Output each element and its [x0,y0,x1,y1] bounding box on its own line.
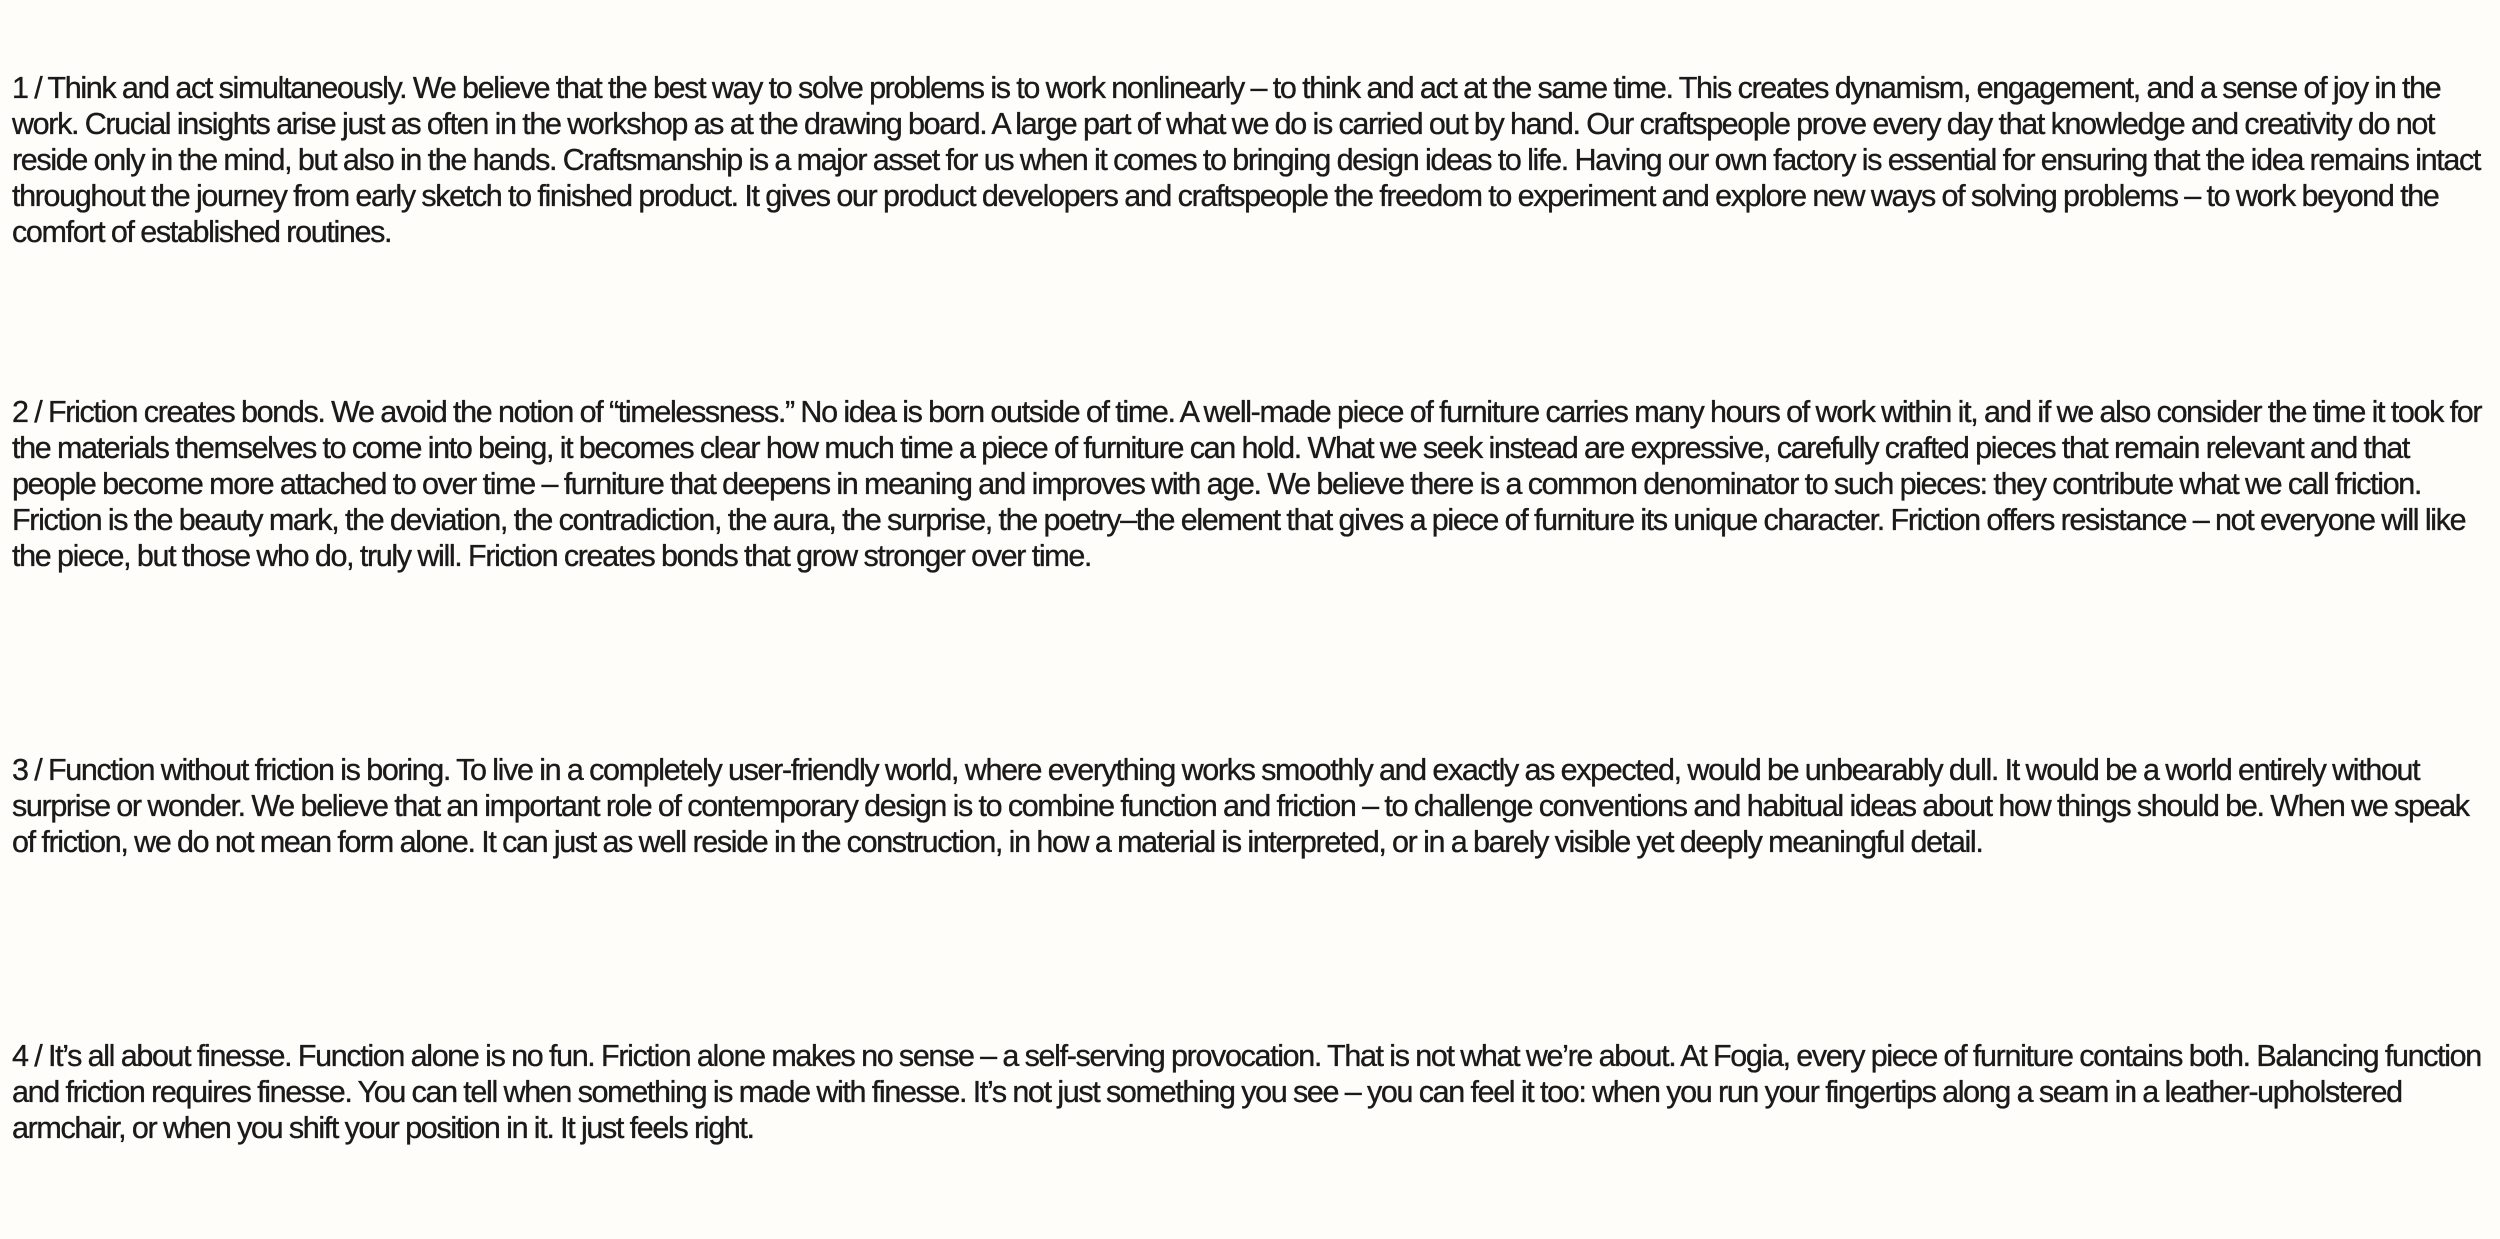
principle-4-paragraph: 4 / It’s all about finesse. Function alone is no fun. Friction alone makes no sense – a self-serving provocation. That is not what we’re about. At Fogia, every piece of furniture contains both. Balancing function and friction requires finesse. You can tell when something is made with finesse. It’s not just something you see – you can feel it too: when you run your fingertips along a seam in a leather-upholstered armchair, or when you shift your position in it. It just feels right. [12,1039,2481,1145]
principle-3-paragraph: 3 / Function without friction is boring. To live in a completely user-friendly world, where everything works smoothly and exactly as expected, would be unbearably dull. It would be a world entirely without surprise or wonder. We believe that an important role of contemporary design is to combine function and friction – to challenge conventions and habitual ideas about how things should be. When we speak of friction, we do not mean form alone. It can just as well reside in the construction, in how a material is interpreted, or in a barely visible yet deeply meaningful detail. [12,753,2469,859]
principle-1-paragraph: 1 / Think and act simultaneously. We believe that the best way to solve problems is to work nonlinearly – to think and act at the same time. This creates dynamism, engagement, and a sense of joy in the work. Crucial insights arise just as often in the workshop as at the drawing board. A large part of what we do is carried out by hand. Our craftspeople prove every day that knowledge and creativity do not reside only in the mind, but also in the hands. Craftsmanship is a major asset for us when it comes to bringing design ideas to life. Having our own factory is essential for ensuring that the idea remains intact throughout the journey from early sketch to finished product. It gives our product developers and craftspeople the freedom to experiment and explore new ways of solving problems – to work beyond the comfort of established routines. [12,71,2481,249]
principle-2-paragraph: 2 / Friction creates bonds. We avoid the notion of “timelessness.” No idea is born outside of time. A well-made piece of furniture carries many hours of work within it, and if we also consider the time it took for the materials themselves to come into being, it becomes clear how much time a piece of furniture can hold. What we seek instead are expressive, carefully crafted pieces that remain relevant and that people become more attached to over time – furniture that deepens in meaning and improves with age. We believe there is a common denominator to such pieces: they contribute what we call friction. Friction is the beauty mark, the deviation, the contradiction, the aura, the surprise, the poetry–the element that gives a piece of furniture its unique character. Friction offers resistance – not everyone will like the piece, but those who do, truly will. Friction creates bonds that grow stronger over time. [12,395,2482,573]
